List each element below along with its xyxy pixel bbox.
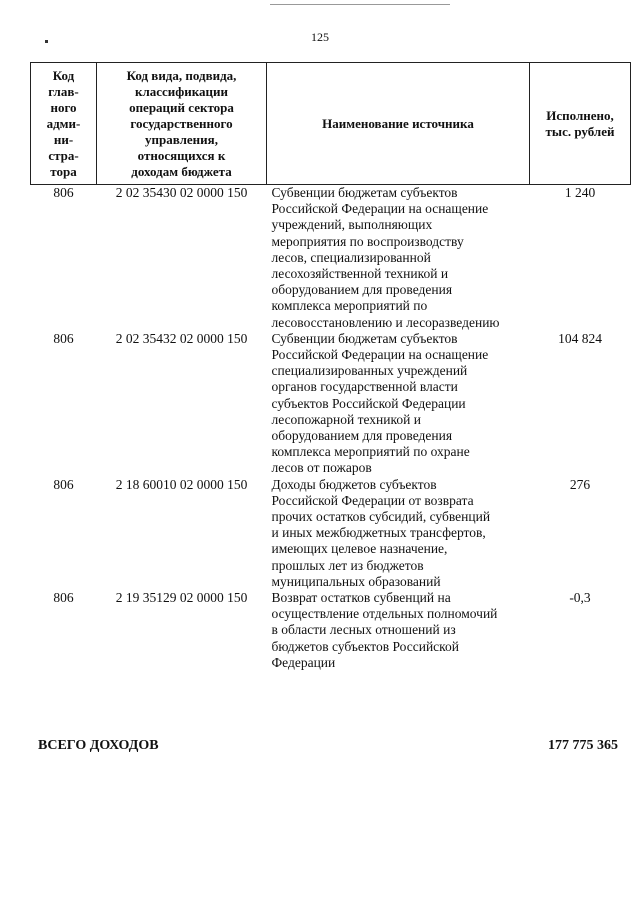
scan-speck xyxy=(45,40,48,43)
total-label: ВСЕГО ДОХОДОВ xyxy=(38,738,159,753)
table-row xyxy=(31,477,631,590)
cell-amount: -0,3 xyxy=(569,590,591,606)
total-value: 177 775 365 xyxy=(548,738,618,753)
cell-code: 2 02 35432 02 0000 150 xyxy=(115,330,248,346)
cell-code: 2 18 60010 02 0000 150 xyxy=(115,476,248,492)
cell-amount: 104 824 xyxy=(558,330,602,346)
cell-admin: 806 xyxy=(53,185,74,200)
cell-code: 2 19 35129 02 0000 150 xyxy=(115,590,248,606)
table-row xyxy=(31,185,631,331)
cell-admin: 806 xyxy=(53,476,74,492)
table-row xyxy=(31,331,631,477)
cell-source-name: Доходы бюджетов субъектов Российской Федерации от возврата прочих остатков субсидий, субвенций и иных межбюджетных трансфертов, имеющих целевое назначение, прошлых лет из бюджетов муниципальных образований xyxy=(271,476,491,589)
scan-line-top xyxy=(270,4,450,5)
header-admin-code: Код глав- ного адми- ни- стра- тора xyxy=(31,63,97,185)
cell-amount: 276 xyxy=(569,476,591,492)
table-row xyxy=(31,590,631,671)
cell-source-name: Субвенции бюджетам субъектов Российской Федерации на оснащение специализированных учреждений органов государственной власти субъектов Российской Федерации лесопожарной техникой и оборудованием для проведения комплекса мероприятий по охране лесов от пожаров xyxy=(271,330,489,476)
cell-code: 2 02 35430 02 0000 150 xyxy=(115,185,248,200)
table-header-row xyxy=(31,63,631,185)
page-number: 125 xyxy=(311,30,329,44)
revenue-table xyxy=(30,62,631,671)
cell-admin: 806 xyxy=(53,590,74,606)
cell-amount: 1 240 xyxy=(564,185,596,200)
header-source-name: Наименование источника xyxy=(267,63,530,185)
header-executed: Исполнено, тыс. рублей xyxy=(530,63,631,185)
cell-source-name: Возврат остатков субвенций на осуществление отдельных полномочий в области лесных отношений из бюджетов субъектов Российской Федерации xyxy=(271,590,498,670)
cell-admin: 806 xyxy=(53,330,74,346)
header-classification-code: Код вида, подвида, классификации операций сектора государственного управления, относящихся к доходам бюджета xyxy=(97,63,267,185)
cell-source-name: Субвенции бюджетам субъектов Российской Федерации на оснащение учреждений, выполняющих мероприятия по воспроизводству лесов, специализированной лесохозяйственной техникой и оборудованием для проведения комплекса мероприятий по лесовосстановлению и лесоразведению xyxy=(271,185,500,330)
